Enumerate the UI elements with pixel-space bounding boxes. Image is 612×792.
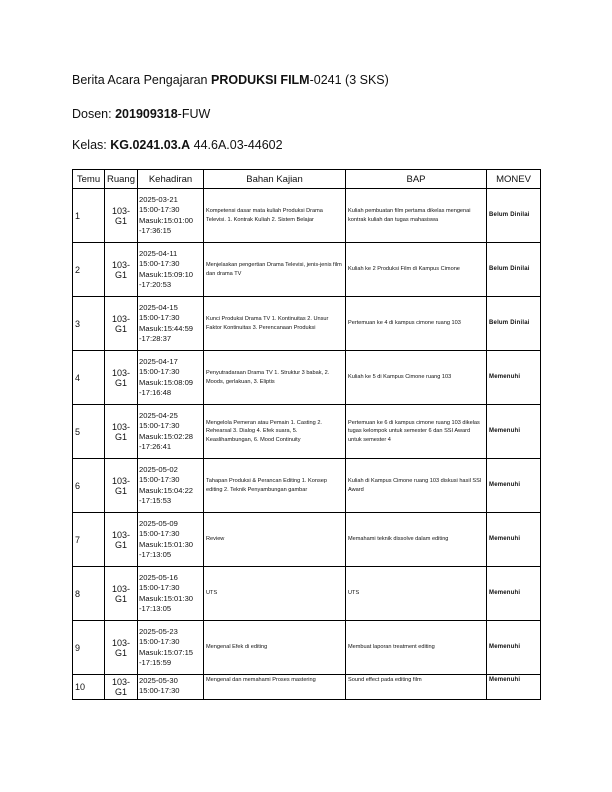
table-header-row [73,170,541,189]
cell-kehadiran [138,513,204,567]
kehadiran-line: Masuk:15:44:59 [139,323,194,333]
kehadiran-line: 15:00-17:30 [139,421,180,431]
cell-temu: 3 [73,297,105,351]
table-row [73,351,541,405]
kehadiran-line: -17:16:48 [139,387,172,397]
cell-ruang: 103-G1 [105,189,138,243]
kehadiran-line: -17:15:59 [139,657,172,667]
kehadiran-line: -17:13:05 [139,603,172,613]
cell-bahan-kajian: UTS [204,567,346,621]
cell-bap: Kuliah di Kampus Cimone ruang 103 diskusi hasil SSI Award [346,459,487,513]
kehadiran-line: Masuk:15:01:30 [139,593,194,603]
cell-kehadiran [138,243,204,297]
cell-temu: 8 [73,567,105,621]
cell-bap: Pertemuan ke 4 di kampus cimone ruang 103 [346,297,487,351]
cell-monev: Memenuhi [487,567,541,621]
cell-kehadiran [138,351,204,405]
kehadiran-line: -17:36:15 [139,225,172,235]
cell-temu: 2 [73,243,105,297]
kehadiran-line: 15:00-17:30 [139,205,180,215]
table-body [73,189,541,700]
cell-temu: 6 [73,459,105,513]
cell-temu: 10 [73,675,105,700]
cell-kehadiran [138,567,204,621]
kehadiran-line: 2025-05-09 [139,518,178,528]
cell-ruang: 103-G1 [105,297,138,351]
cell-ruang: 103-G1 [105,675,138,700]
kehadiran-line: 2025-04-15 [139,302,178,312]
course-code: -0241 (3 SKS) [309,73,389,87]
kehadiran-line: Masuk:15:02:28 [139,431,194,441]
kehadiran-line: 15:00-17:30 [139,529,180,539]
cell-ruang: 103-G1 [105,621,138,675]
cell-kehadiran [138,405,204,459]
cell-ruang: 103-G1 [105,459,138,513]
kehadiran-line: 15:00-17:30 [139,583,180,593]
cell-bap: Membuat laporan treatment editing [346,621,487,675]
header-ruang: Ruang [105,170,138,189]
cell-bap: Memahami teknik dissolve dalam editing [346,513,487,567]
kehadiran-line: -17:28:37 [139,333,172,343]
cell-ruang: 103-G1 [105,513,138,567]
kehadiran-line: Masuk:15:09:10 [139,269,194,279]
kehadiran-line: 15:00-17:30 [139,313,180,323]
cell-temu: 9 [73,621,105,675]
cell-monev: Belum Dinilai [487,297,541,351]
cell-ruang: 103-G1 [105,351,138,405]
table-row [73,297,541,351]
kehadiran-line: 2025-05-30 [139,676,178,685]
kehadiran-line: -17:26:41 [139,441,172,451]
header-kehadiran: Kehadiran [138,170,204,189]
cell-bap: Pertemuan ke 6 di kampus cimone ruang 103 dikelas tugas kelompok untuk semester 6 dan SSI Award untuk semester 4 [346,405,487,459]
kehadiran-line: Masuk:15:01:00 [139,215,194,225]
kehadiran-line: Masuk:15:04:22 [139,485,194,495]
table-row [73,459,541,513]
cell-temu: 1 [73,189,105,243]
cell-kehadiran [138,459,204,513]
table-row [73,513,541,567]
title-prefix: Berita Acara Pengajaran [72,73,211,87]
cell-ruang: 103-G1 [105,243,138,297]
cell-monev: Memenuhi [487,405,541,459]
teaching-record-table [72,169,541,700]
cell-bahan-kajian: Kunci Produksi Drama TV 1. Kontinuitas 2. Unsur Faktor Kontinuitas 3. Perencanaan Produksi [204,297,346,351]
kehadiran-line: 2025-05-23 [139,626,178,636]
cell-bap: Kuliah ke 2 Produksi Film di Kampus Cimone [346,243,487,297]
cell-kehadiran [138,189,204,243]
cell-bahan-kajian: Review [204,513,346,567]
kehadiran-line: 2025-05-16 [139,572,178,582]
table-row [73,567,541,621]
cell-bahan-kajian: Kompetensi dasar mata kuliah Produksi Drama Televisi. 1. Kontrak Kuliah 2. Sistem Belajar [204,189,346,243]
cell-bahan-kajian: Menjelaskan pengertian Drama Televisi, jenis-jenis film dan drama TV [204,243,346,297]
cell-bap: Kuliah ke 5 di Kampus Cimone ruang 103 [346,351,487,405]
header-temu: Temu [73,170,105,189]
kehadiran-line: Masuk:15:08:09 [139,377,194,387]
cell-bahan-kajian: Mengenal Efek di editing [204,621,346,675]
kehadiran-line: 2025-04-11 [139,248,178,258]
kehadiran-line: -17:15:53 [139,495,172,505]
cell-monev: Memenuhi [487,459,541,513]
cell-kehadiran [138,675,204,700]
kelas-line [72,138,283,152]
cell-kehadiran [138,297,204,351]
kehadiran-line: -17:13:05 [139,549,172,559]
cell-bap: Sound effect pada editing film [346,675,487,700]
dosen-suffix: -FUW [177,107,211,121]
table-row [73,405,541,459]
kehadiran-line: 15:00-17:30 [139,259,180,269]
kehadiran-line: 15:00-17:30 [139,686,180,696]
header-bahan-kajian: Bahan Kajian [204,170,346,189]
cell-bap: UTS [346,567,487,621]
cell-bahan-kajian: Mengenal dan memahami Proses mastering [204,675,346,700]
kehadiran-line: 2025-04-17 [139,356,178,366]
cell-bahan-kajian: Tahapan Produksi & Perancan Editing 1. Konsep editing 2. Teknik Penyambungan gambar [204,459,346,513]
table-row [73,621,541,675]
header-monev: MONEV [487,170,541,189]
cell-monev: Memenuhi [487,675,541,700]
dosen-line [72,107,210,121]
kehadiran-line: 2025-03-21 [139,194,178,204]
dosen-id: 201909318 [115,107,178,121]
kelas-suffix: 44.6A.03-44602 [190,138,283,152]
cell-monev: Memenuhi [487,351,541,405]
kehadiran-line: 15:00-17:30 [139,475,180,485]
cell-monev: Belum Dinilai [487,189,541,243]
cell-kehadiran [138,621,204,675]
cell-bahan-kajian: Penyutradaraan Drama TV 1. Struktur 3 babak, 2. Moods, gerlakuan, 3. Eliptis [204,351,346,405]
cell-monev: Belum Dinilai [487,243,541,297]
cell-temu: 4 [73,351,105,405]
header-bap: BAP [346,170,487,189]
kehadiran-line: 2025-04-25 [139,410,178,420]
table-row [73,243,541,297]
page-title [72,73,389,87]
course-name: PRODUKSI FILM [210,73,310,87]
kehadiran-line: 2025-05-02 [139,464,178,474]
cell-ruang: 103-G1 [105,405,138,459]
table-row [73,189,541,243]
kelas-label: Kelas: [72,138,111,152]
cell-bahan-kajian: Mengelola Pemeran atau Pemain 1. Casting 2. Rehearsal 3. Dialog 4. Efek suara, 5. Keaslihambungan, 6. Mood Continuity [204,405,346,459]
cell-monev: Memenuhi [487,513,541,567]
kehadiran-line: 15:00-17:30 [139,367,180,377]
kehadiran-line: Masuk:15:01:30 [139,539,194,549]
cell-temu: 5 [73,405,105,459]
kehadiran-line: 15:00-17:30 [139,637,180,647]
kehadiran-line: Masuk:15:07:15 [139,647,194,657]
cell-monev: Memenuhi [487,621,541,675]
kelas-code: KG.0241.03.A [110,138,191,152]
kehadiran-line: -17:20:53 [139,279,172,289]
table-row [73,675,541,700]
cell-bap: Kuliah pembuatan film pertama dikelas mengenai kontrak kuliah dan tugas mahasiswa [346,189,487,243]
cell-ruang: 103-G1 [105,567,138,621]
cell-temu: 7 [73,513,105,567]
dosen-label: Dosen: [72,107,116,121]
